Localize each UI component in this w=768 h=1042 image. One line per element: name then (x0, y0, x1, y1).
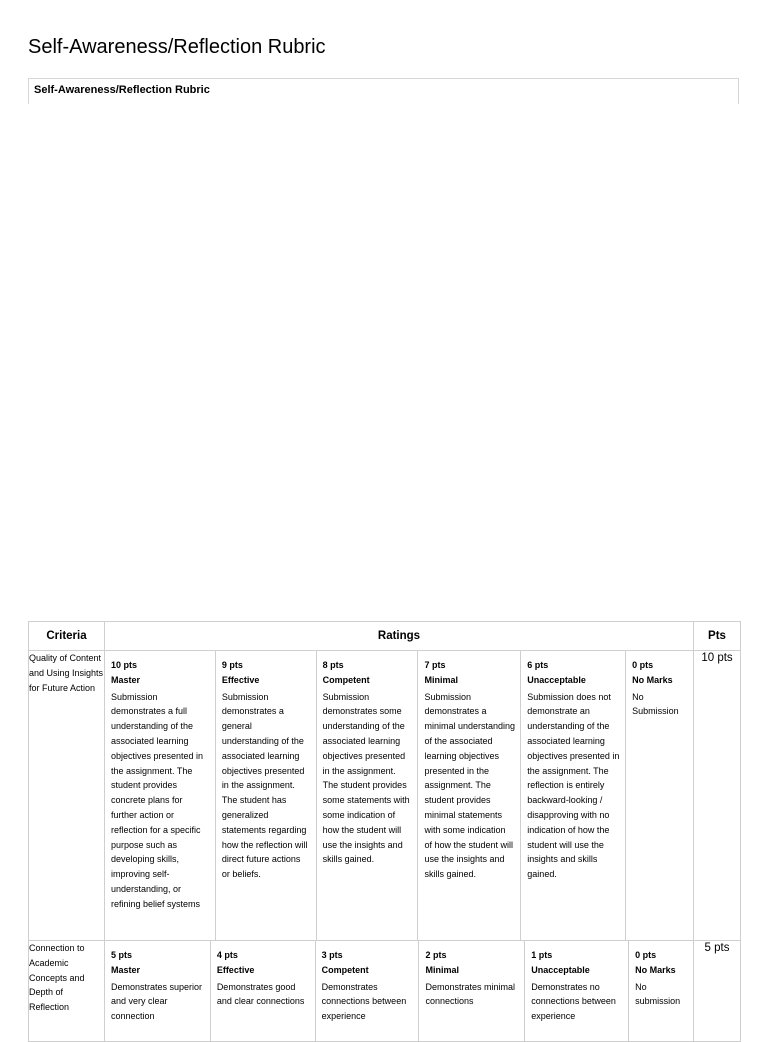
rating-pts: 9 pts (221, 660, 243, 670)
pts-cell: 10 pts (694, 651, 741, 941)
rating-title: Minimal (425, 964, 459, 975)
rating-title: Competent (321, 964, 369, 975)
rating-effective (210, 941, 315, 1041)
rating-pts: 5 pts (111, 950, 133, 960)
rating-description: Demonstrates superior and very clear connection (111, 981, 203, 1022)
rating-master (105, 651, 215, 940)
rating-master (105, 941, 210, 1041)
rating-title: Minimal (424, 674, 458, 685)
page-title: Self-Awareness/Reflection Rubric (28, 36, 326, 58)
rating-title: Master (111, 674, 141, 685)
rating-title: Competent (322, 674, 370, 685)
rating-description: Demonstrates minimal connections (425, 981, 515, 1007)
rating-minimal (417, 651, 520, 940)
rating-minimal (418, 941, 524, 1041)
rating-pts: 3 pts (321, 950, 343, 960)
ratings-cell (105, 651, 694, 941)
ratings-cell (105, 941, 694, 1042)
rating-no-marks (628, 941, 693, 1041)
table-row (29, 651, 741, 941)
rating-effective (215, 651, 316, 940)
rubric-table-wrap (28, 621, 740, 1042)
rating-description: Submission demonstrates a general understanding of the associated learning objectives presented in the assignment. The student has generalized statements regarding how the reflection will direct future actions or beliefs. (221, 691, 308, 880)
pts-cell: 5 pts (694, 941, 741, 1042)
rating-pts: 0 pts (635, 950, 657, 960)
ratings-header: Ratings (105, 622, 694, 651)
criterion-cell: Connection to Academic Concepts and Depth of Reflection (29, 941, 105, 1042)
rating-description: No submission (635, 981, 681, 1007)
rating-pts: 10 pts (111, 660, 138, 670)
rating-description: Submission does not demonstrate an understanding of the associated learning objectives presented in the assignment. The reflection is entirely backward-looking / disapproving with no indication of how the student will use the insights and skills gained. (527, 691, 620, 880)
rating-no-marks (625, 651, 693, 940)
pts-header: Pts (694, 622, 741, 651)
rating-description: Submission demonstrates a full understanding of the associated learning objectives presented in the assignment. The student provides concrete plans for further action or reflection for a specific purpose such as developing skills, improving self-understanding, or refining belief systems (111, 691, 204, 909)
rubric-header-label: Self-Awareness/Reflection Rubric (34, 84, 210, 96)
rating-pts: 7 pts (424, 660, 446, 670)
rating-pts: 4 pts (216, 950, 238, 960)
criterion-cell: Quality of Content and Using Insights for Future Action (29, 651, 105, 941)
table-header-row (29, 622, 741, 651)
rating-description: Demonstrates good and clear connections (216, 981, 305, 1007)
rating-pts: 1 pts (531, 950, 553, 960)
rating-title: Master (111, 964, 141, 975)
rating-title: No Marks (632, 674, 673, 685)
rating-pts: 6 pts (527, 660, 549, 670)
rubric-header-box (28, 78, 739, 104)
rating-pts: 8 pts (322, 660, 344, 670)
rating-title: Unacceptable (527, 674, 586, 685)
rating-description: Submission demonstrates some understanding of the associated learning objectives presented in the assignment. The student provides some statements with some indication of how the student will use the insights and skills gained. (322, 691, 410, 865)
rating-unacceptable (524, 941, 628, 1041)
rating-description: Demonstrates connections between experience (321, 981, 407, 1022)
rating-title: Effective (216, 964, 255, 975)
rating-pts: 0 pts (632, 660, 654, 670)
table-row (29, 941, 741, 1042)
rating-description: No Submission (632, 691, 679, 717)
rating-title: No Marks (635, 964, 676, 975)
rating-description: Demonstrates no connections between experience (531, 981, 616, 1022)
rating-unacceptable (520, 651, 625, 940)
rating-competent (315, 941, 419, 1041)
rubric-table (28, 621, 741, 1042)
rating-competent (316, 651, 418, 940)
criteria-header: Criteria (29, 622, 105, 651)
rating-title: Effective (221, 674, 260, 685)
rating-title: Unacceptable (531, 964, 590, 975)
rating-description: Submission demonstrates a minimal understanding of the associated learning objectives presented in the assignment. The student provides minimal statements with some indication of how the student will use the insights and skills gained. (424, 691, 516, 880)
rating-pts: 2 pts (425, 950, 447, 960)
